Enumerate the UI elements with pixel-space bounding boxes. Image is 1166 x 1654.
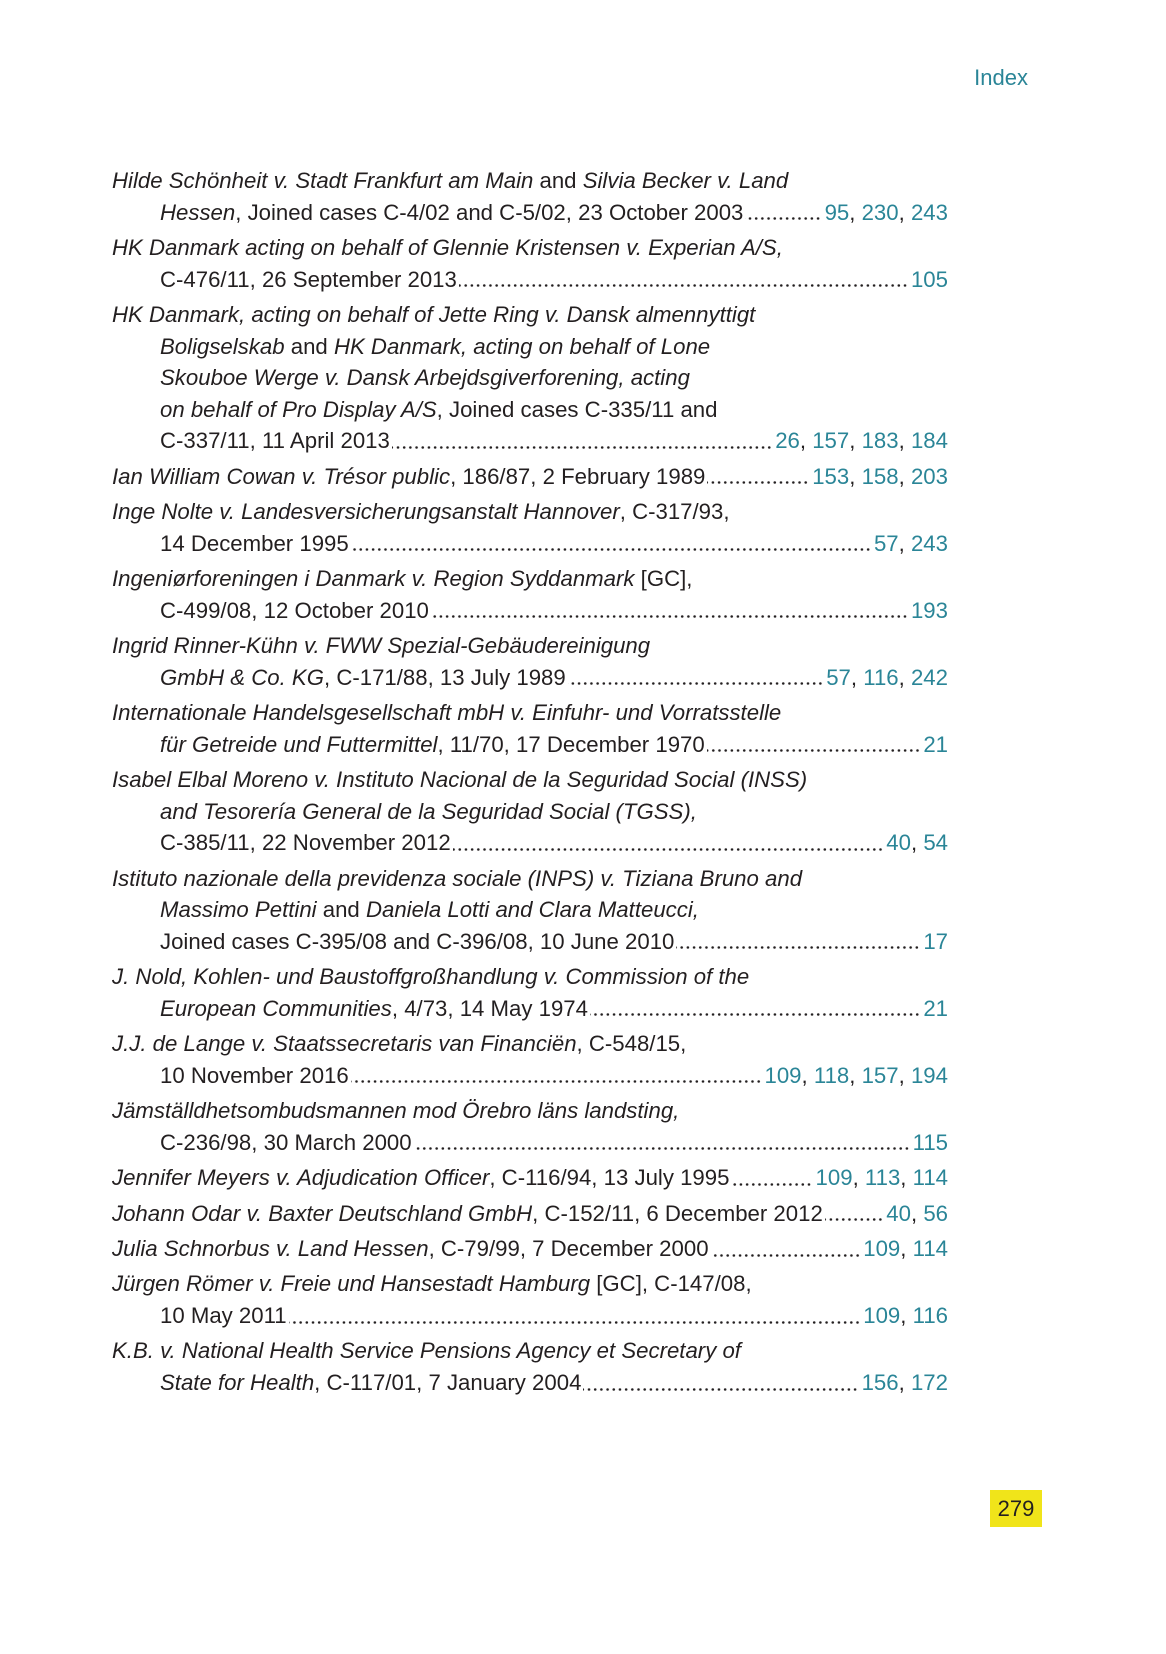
dot-leader [459,264,908,296]
case-name: Massimo Pettini [160,897,317,923]
entry-line-text [112,764,807,796]
entry-line-text [160,1127,412,1159]
page-reference-link[interactable]: 57 [873,530,899,556]
entry-line-text [160,662,566,694]
page-separator: , [898,199,911,225]
entry-line-text [112,1162,729,1194]
index-entry-line [112,197,948,229]
index-entry [112,1268,948,1331]
entry-line-text [160,926,674,958]
entry-line-text [160,1060,349,1092]
page-references [862,1367,948,1399]
dot-leader [568,662,823,694]
case-name: Hilde Schönheit v. Stadt Frankfurt am Main [112,168,534,193]
index-entry-line [112,630,948,662]
page-reference-link[interactable]: 109 [764,1062,802,1088]
case-details: Joined cases C-395/08 and C-396/08, 10 June 2010 [160,928,675,954]
case-details: 10 May 2011 [160,1302,287,1328]
index-entry [112,1162,948,1194]
page-reference-link[interactable]: 40 [886,830,911,856]
index-entry [112,563,948,626]
index-entry [112,496,948,559]
dot-leader [583,1367,858,1399]
page-references [826,662,948,694]
case-name: J.J. de Lange v. Staatssecretaris van Financiën [112,1031,577,1057]
entry-line-text [112,1028,686,1060]
case-details: , C-117/01, 7 January 2004 [314,1369,582,1395]
case-name: Ingrid Rinner-Kühn v. FWW Spezial-Gebäudereinigung [112,633,651,659]
page-separator: , [910,1200,924,1226]
index-entry-line [112,1268,948,1300]
page-reference-link[interactable]: 243 [910,530,948,556]
entry-line-text [112,1233,709,1265]
index-entry-line [112,595,948,627]
page-number: 279 [997,1495,1035,1521]
index-entry-line [112,926,948,958]
case-name: Isabel Elbal Moreno v. Instituto Nacional de la Seguridad Social (INSS) [112,767,808,793]
index-entry [112,1233,948,1265]
page-reference-link[interactable]: 118 [813,1062,850,1088]
page-references [923,993,948,1025]
case-details: , 11/70, 17 December 1970 [437,731,705,757]
case-details: , 4/73, 14 May 1974 [391,995,588,1021]
index-entry-line [112,764,948,796]
page-separator: , [898,463,911,489]
index-entry-line [112,264,948,296]
page-reference-link[interactable]: 54 [923,830,948,856]
case-name: für Getreide und Futtermittel [160,731,438,757]
page-reference-link[interactable]: 113 [864,1165,901,1191]
case-details: and [533,168,583,193]
page-reference-link[interactable]: 114 [912,1235,948,1261]
entry-line-text [160,528,349,560]
page-separator: , [849,199,862,225]
index-entry-line [112,461,948,493]
dot-leader [289,1300,861,1332]
index-entry-line [112,796,948,828]
dot-leader [707,729,921,761]
page-reference-link[interactable]: 109 [863,1235,901,1261]
case-details: , Joined cases C-335/11 and [436,396,718,422]
page-references [911,264,948,296]
entry-line-text [160,894,699,926]
entry-line-text [160,362,690,394]
page-separator: , [898,664,911,690]
index-entry [112,961,948,1024]
page-reference-link[interactable]: 109 [863,1302,901,1328]
index-entry-line [112,563,948,595]
dot-leader [453,827,884,859]
running-head: Index [974,65,1028,90]
case-details: , C-79/99, 7 December 2000 [428,1235,709,1261]
page-references [775,425,948,457]
case-name: GmbH & Co. KG [160,664,324,690]
index-entry [112,165,948,228]
index-entry-line [112,1127,948,1159]
index-entry-line [112,232,948,264]
entry-line-text [112,165,788,197]
dot-leader [351,528,871,560]
case-details: , C-548/15, [576,1031,687,1057]
index-entry-line [112,331,948,363]
page-references [825,197,948,229]
index-entry-line [112,362,948,394]
case-details: , Joined cases C-4/02 and C-5/02, 23 October 2003 [235,199,744,225]
case-details: , C-152/11, 6 December 2012 [532,1200,823,1226]
entry-line-text [112,1095,679,1127]
case-name: State for Health [160,1369,315,1395]
entry-line-text [112,1335,741,1367]
page-reference-link[interactable]: 230 [861,199,899,225]
page-reference-link[interactable]: 114 [912,1165,948,1191]
index-entry-line [112,1162,948,1194]
page-reference-link[interactable]: 156 [861,1369,899,1395]
entry-line-text [160,595,429,627]
page-separator: , [898,1062,911,1088]
case-name: Istituto nazionale della previdenza sociale (INPS) v. Tiziana Bruno and [112,865,803,891]
page-references [913,1127,948,1159]
dot-leader [431,595,908,627]
page-reference-link[interactable]: 115 [912,1129,948,1155]
dot-leader [745,197,821,229]
page-reference-link[interactable]: 157 [861,1062,899,1088]
case-name: Internationale Handelsgesellschaft mbH v. Einfuhr- und Vorratsstelle [112,700,782,726]
index-entry-line [112,165,948,197]
index-entry [112,299,948,457]
index-entry-line [112,729,948,761]
entry-line-text [160,197,743,229]
case-name: Inge Nolte v. Landesversicherungsanstalt Hannover [112,499,620,525]
index-entry-line [112,1198,948,1230]
page-reference-link[interactable]: 56 [923,1200,948,1226]
case-name: Johann Odar v. Baxter Deutschland GmbH [112,1200,533,1226]
page-reference-link[interactable]: 243 [910,199,948,225]
dot-leader [351,1060,762,1092]
page-reference-link[interactable]: 21 [923,995,948,1021]
page-reference-link[interactable]: 95 [824,199,850,225]
index-entry-line [112,697,948,729]
entry-line-text [112,496,730,528]
entry-line-text [160,264,457,296]
case-details: , 186/87, 2 February 1989 [450,463,706,489]
case-details: and [284,333,334,359]
case-name: on behalf of Pro Display A/S [160,396,437,422]
case-name: Hessen [160,199,236,225]
entry-line-text [160,394,717,426]
page-separator: , [849,463,862,489]
index-entry [112,232,948,295]
case-name: J. Nold, Kohlen- und Baustoffgroßhandlung v. Commission of the [112,964,750,990]
index-entry-line [112,1060,948,1092]
index-entry-line [112,827,948,859]
page-separator: , [799,428,813,454]
case-name: Daniela Lotti and Clara Matteucci, [365,897,699,923]
page-reference-link[interactable]: 193 [910,597,948,623]
index-entry-line [112,1300,948,1332]
index-entry-line [112,993,948,1025]
page-reference-link[interactable]: 109 [815,1165,853,1191]
entry-line-text [112,461,705,493]
index-entry [112,1095,948,1158]
index-entry [112,1335,948,1398]
dot-leader [414,1127,910,1159]
page-separator: , [801,1062,814,1088]
page-references [874,528,948,560]
index-entry-line [112,528,948,560]
case-name: Jennifer Meyers v. Adjudication Officer [112,1165,490,1191]
index-entry [112,764,948,859]
index-entry-line [112,1335,948,1367]
page-separator: , [898,530,911,556]
entry-line-text [112,630,650,662]
case-name: Ingeniørforeningen i Danmark v. Region Syddanmark [112,566,635,592]
case-name: HK Danmark, acting on behalf of Lone [333,333,711,359]
page-references [765,1060,949,1092]
page-number-badge [990,1490,1042,1527]
case-details: C-499/08, 12 October 2010 [160,597,429,623]
page-references [911,595,948,627]
dot-leader [392,425,772,457]
entry-line-text [160,1300,287,1332]
index-entry-line [112,1095,948,1127]
page-reference-link[interactable]: 153 [812,463,850,489]
page-references [863,1300,948,1332]
index-entry-line [112,1233,948,1265]
page-separator: , [898,1369,911,1395]
entry-line-text [160,425,390,457]
index-entry-line [112,662,948,694]
index-entry-line [112,425,948,457]
index-entry-line [112,394,948,426]
page-reference-link[interactable]: 40 [886,1200,911,1226]
case-details: , C-116/94, 13 July 1995 [489,1165,730,1191]
dot-leader [590,993,920,1025]
index-entry [112,863,948,958]
index-entry-line [112,1367,948,1399]
case-index-list [112,165,948,1402]
case-name: Ian William Cowan v. Trésor public [112,463,451,489]
page-reference-link[interactable]: 26 [775,428,800,454]
page-separator: , [900,1302,913,1328]
case-name: Skouboe Werge v. Dansk Arbejdsgiverforening, acting [160,365,690,391]
case-name: Julia Schnorbus v. Land Hessen [112,1235,429,1261]
page-references [886,1198,948,1230]
page-separator: , [898,428,911,454]
page-references [923,926,948,958]
page-reference-link[interactable]: 203 [910,463,948,489]
page-separator: , [852,1165,865,1191]
dot-leader [825,1198,883,1230]
entry-line-text [112,232,783,264]
entry-line-text [160,729,705,761]
case-name: Silvia Becker v. Land [582,168,789,193]
entry-line-text [160,331,710,363]
case-details: C-337/11, 11 April 2013 [160,428,390,454]
page-separator: , [910,830,924,856]
case-name: Boligselskab [160,333,285,359]
entry-line-text [112,299,755,331]
index-entry [112,461,948,493]
entry-line-text [112,863,802,895]
page-references [812,461,948,493]
index-entry-line [112,961,948,993]
index-entry [112,1198,948,1230]
case-details: 14 December 1995 [160,530,349,556]
page-references [886,827,948,859]
page-separator: , [850,664,864,690]
index-entry [112,630,948,693]
page-reference-link[interactable]: 242 [910,664,948,690]
entry-line-text [160,827,451,859]
entry-line-text [112,1268,752,1300]
page-reference-link[interactable]: 184 [910,428,948,454]
case-name: European Communities [160,995,392,1021]
entry-line-text [160,796,697,828]
case-name: K.B. v. National Health Service Pensions Agency et Secretary of [112,1338,741,1364]
page-reference-link[interactable]: 116 [912,1302,948,1328]
entry-line-text [160,993,588,1025]
page-reference-link[interactable]: 172 [910,1369,948,1395]
index-entry-line [112,894,948,926]
entry-line-text [112,1198,823,1230]
entry-line-text [112,697,781,729]
case-name: Jämställdhetsombudsmannen mod Örebro läns landsting, [112,1098,680,1124]
page-reference-link[interactable]: 21 [923,731,948,757]
index-entry [112,697,948,760]
entry-line-text [112,563,692,595]
index-entry-line [112,496,948,528]
entry-line-text [160,1367,581,1399]
page-reference-link[interactable]: 194 [910,1062,948,1088]
dot-leader [711,1233,861,1265]
page-reference-link[interactable]: 157 [812,428,850,454]
page-reference-link[interactable]: 183 [861,428,899,454]
page-reference-link[interactable]: 17 [923,928,948,954]
page-references [816,1162,948,1194]
entry-line-text [112,961,749,993]
case-details: C-476/11, 26 September 2013 [160,266,457,292]
page-references [923,729,948,761]
case-name: HK Danmark acting on behalf of Glennie Kristensen v. Experian A/S, [112,234,783,260]
page-references [863,1233,948,1265]
page-reference-link[interactable]: 105 [910,266,948,292]
case-name: Jürgen Römer v. Freie und Hansestadt Hamburg [112,1271,591,1297]
page-reference-link[interactable]: 57 [826,664,851,690]
page-separator: , [849,428,862,454]
case-details: , C-317/93, [619,499,730,525]
case-details: [GC], C-147/08, [590,1271,752,1297]
page-separator: , [900,1165,913,1191]
case-name: HK Danmark, acting on behalf of Jette Ring v. Dansk almennyttigt [112,301,756,327]
case-details: , C-171/88, 13 July 1989 [323,664,566,690]
case-details: 10 November 2016 [160,1062,349,1088]
index-entry-line [112,1028,948,1060]
page-reference-link[interactable]: 158 [861,463,899,489]
page-separator: , [900,1235,913,1261]
dot-leader [676,926,920,958]
dot-leader [731,1162,812,1194]
case-details: [GC], [634,566,693,592]
case-details: C-236/98, 30 March 2000 [160,1129,412,1155]
page-reference-link[interactable]: 116 [863,664,899,690]
page-separator: , [849,1062,862,1088]
dot-leader [707,461,809,493]
index-entry-line [112,863,948,895]
index-entry-line [112,299,948,331]
case-details: and [316,897,366,923]
index-entry [112,1028,948,1091]
case-details: C-385/11, 22 November 2012 [160,830,451,856]
case-name: and Tesorería General de la Seguridad Social (TGSS), [160,798,697,824]
